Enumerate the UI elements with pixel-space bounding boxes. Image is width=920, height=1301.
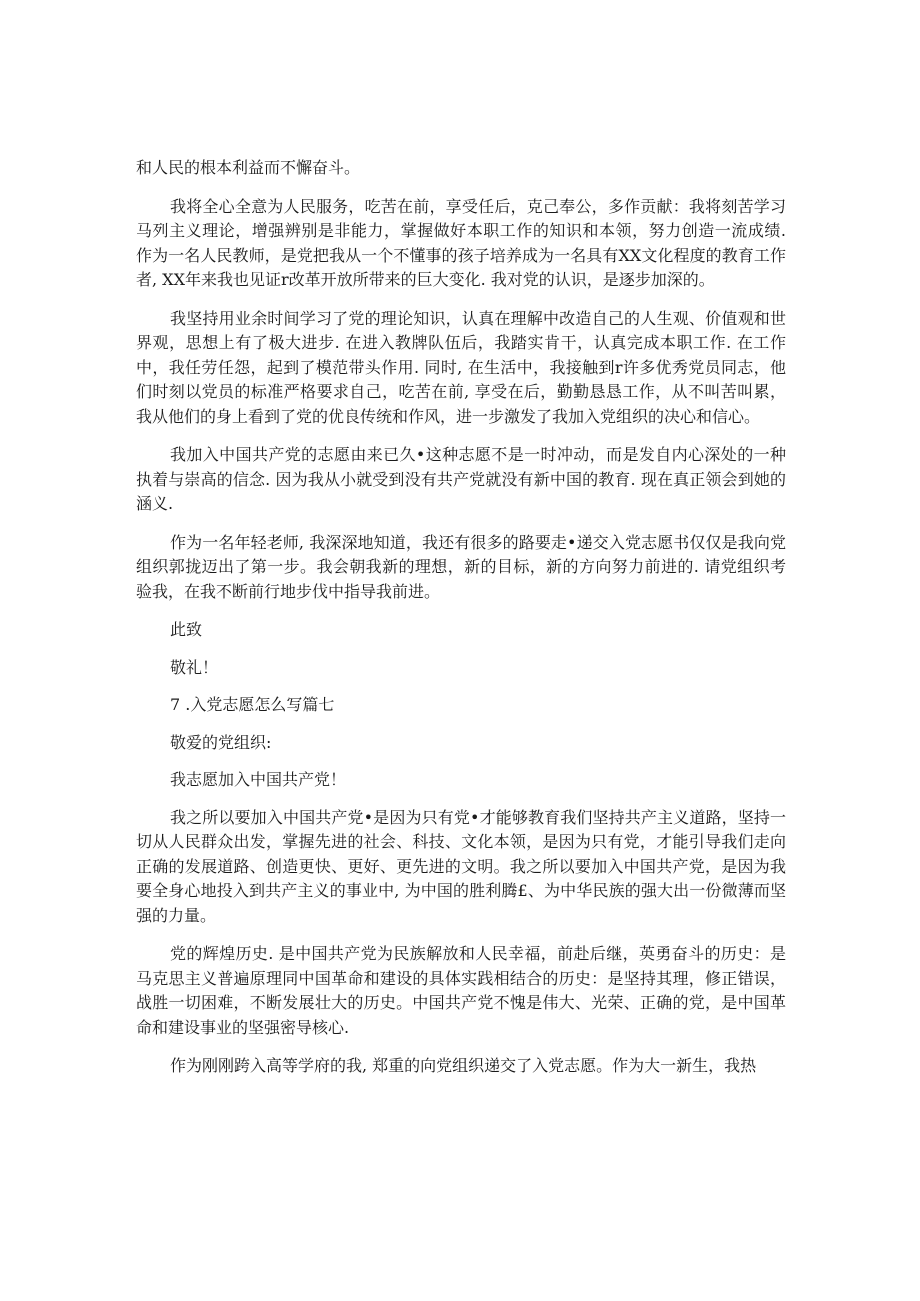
paragraph-commitment: 我将全心全意为人民服务，吃苦在前，享受任后，克己奉公，多作贡献：我将刻苦学习马列主义理论，增强辨别是非能力，掌握做好本职工作的知识和本领，努力创造一流成绩. 作为一名人民教师，是党把我从一个不懂事的孩子培养成为一名具有XX文化程度的教育工作者, XX年来我也见证r改革开放所带来的巨大变化. 我对党的认识，是逐步加深的。: [136, 196, 786, 289]
paragraph-history: 党的辉煌历史. 是中国共产党为民族解放和人民幸福，前赴后继，英勇奋斗的历史：是马克思主义普遍原理同中国革命和建设的具体实践相结合的历史：是坚持其理，修正错误，战胜一切困难，不断发展壮大的历史。中国共产党不愧是伟大、光荣、正确的党，是中国革命和建设事业的坚强密导核心.: [136, 944, 786, 1037]
closing-regards: 敬礼！: [170, 657, 219, 677]
letter-greeting: 敬爱的党组织:: [170, 732, 272, 752]
section-heading: 7 .入党志愿怎么写篇七: [170, 695, 335, 714]
document-page: [136, 156, 786, 1093]
paragraph-aspiration: 我加入中国共产党的志愿由来已久•这种志愿不是一时冲动，而是发自内心深处的一种执着与崇高的信念. 因为我从小就受到没有共产党就没有新中国的教育. 现在真正领会到她的涵义.: [136, 445, 786, 513]
paragraph-study: 我坚持用业余时间学习了党的理论知识，认真在理解中改造自己的人生观、价值观和世界观，思想上有了极大进步. 在进入教牌队伍后，我踏实肯干，认真完成本职工作. 在工作中，我任劳任怨，起到了模范带头作用. 同时, 在生活中，我接触到r许多优秀党员同志，他们时刻以党员的标准严格要求自己，吃苦在前, 享受在后，勤勤恳恳工作，从不叫苦叫累，我从他们的身上看到了党的优良传统和作风，进一步激发了我加入党组织的决心和信心。: [136, 308, 786, 426]
letter-declaration: 我志愿加入中国共产党！: [170, 770, 347, 789]
paragraph-young-teacher: 作为一名年轻老师, 我深深地知道，我还有很多的路要走•递交入党志愿书仅仅是我向党组织郭拢迈出了第一步。我会朝我新的理想，新的目标，新的方向努力前进的. 请党组织考验我，在我不断前行地步伐中指导我前进。: [136, 532, 786, 601]
closing-salutation: 此致: [170, 620, 203, 639]
paragraph-freshman: 作为刚刚跨入高等学府的我, 郑重的向党组织递交了入党志愿。作为大一新生，我热: [170, 1056, 757, 1075]
paragraph-continuation: 和人民的根本利益而不懈奋斗。: [136, 158, 361, 177]
paragraph-reasons: 我之所以要加入中国共产党•是因为只有党•才能够教育我们坚持共产主义道路，坚持一切从人民群众出发，掌握先进的社会、科技、文化本领，是因为只有党，才能引导我们走向正确的发展道路、创造更快、更好、更先进的文明。我之所以要加入中国共产党，是因为我要全身心地投入到共产主义的事业中, 为中国的胜利腾£、为中华民族的强大出一份微薄而坚强的力量。: [136, 807, 786, 925]
